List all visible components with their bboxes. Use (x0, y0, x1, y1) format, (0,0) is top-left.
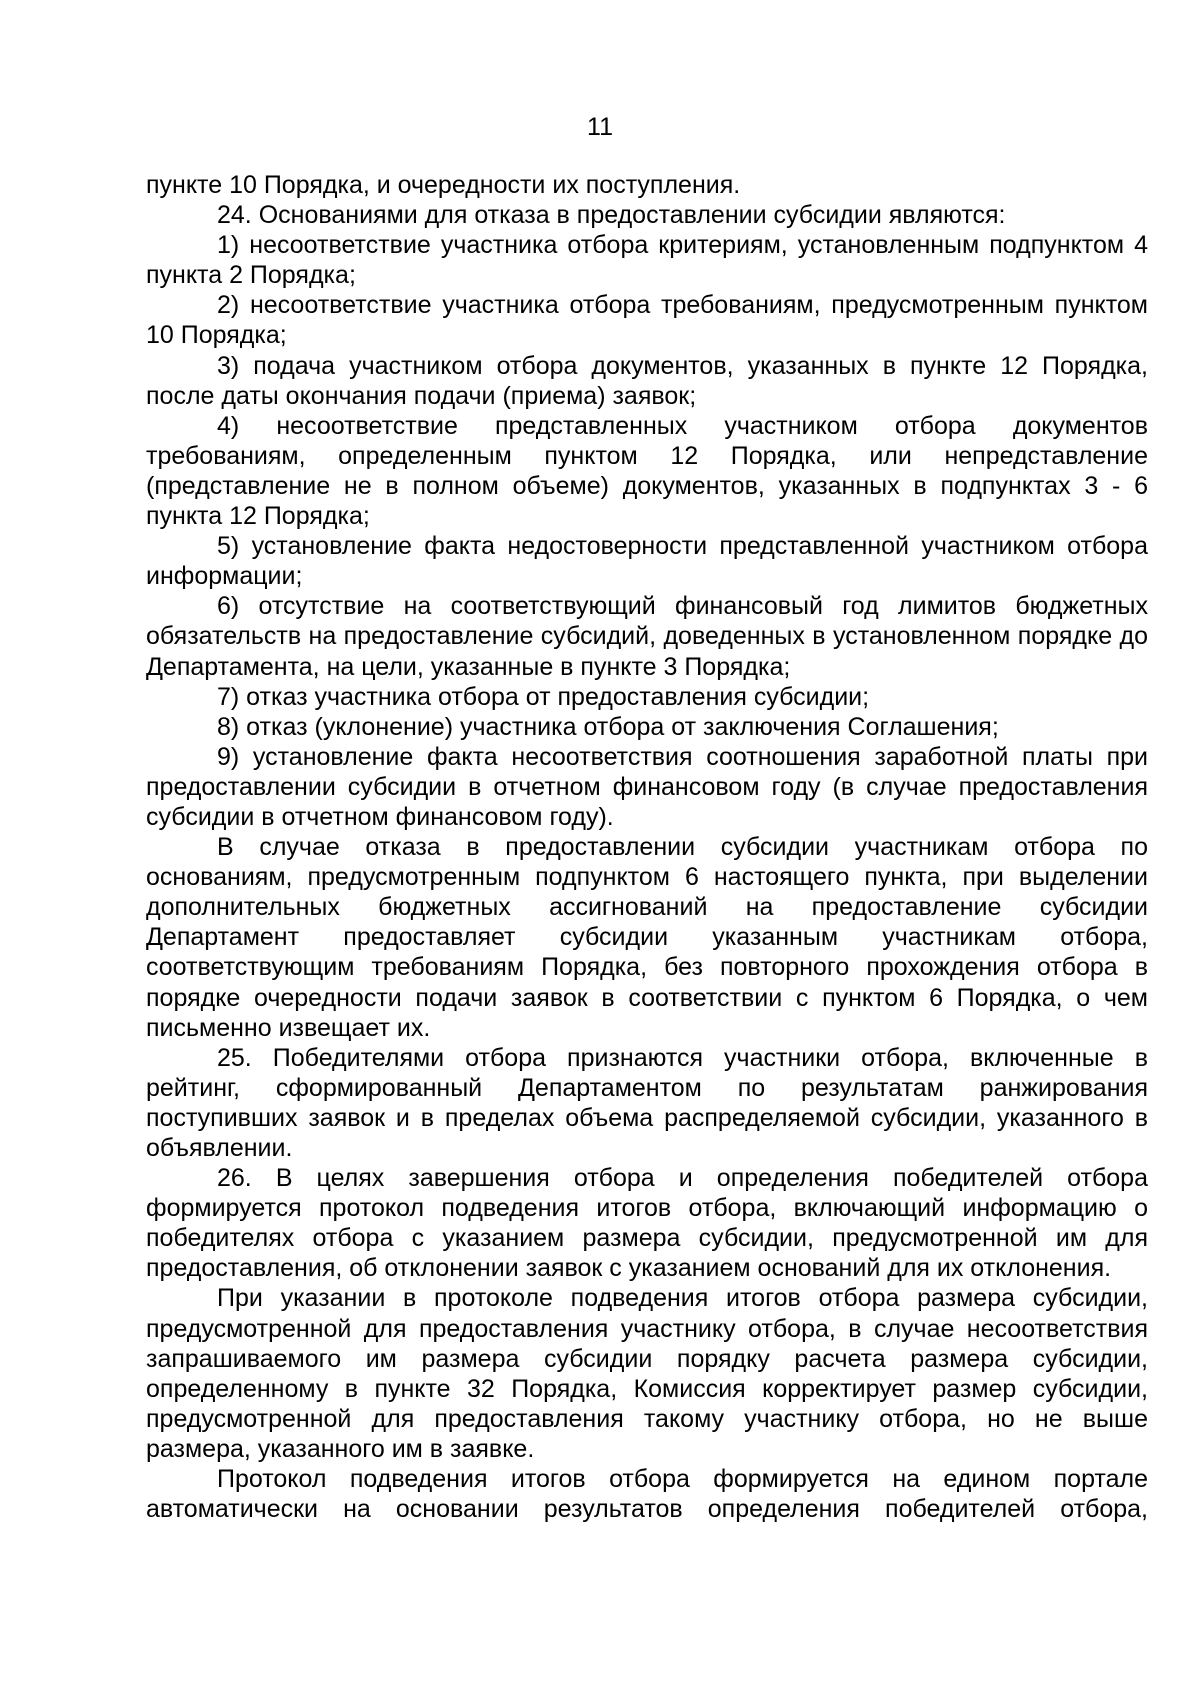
list-item: 4) несоответствие представленных участником отбора документов требованиям, определенным пунктом 12 Порядка, или непредставление (представление не в полном объеме) документов, указанных в подпунктах 3 - 6 пункта 12 Порядка; (146, 411, 1148, 531)
list-item: 2) несоответствие участника отбора требованиям, предусмотренным пунктом 10 Порядка; (146, 291, 1148, 350)
paragraph: пункте 10 Порядка, и очередности их поступления. (146, 171, 741, 199)
page-number: 11 (587, 113, 613, 141)
paragraph: 24. Основаниями для отказа в предоставлении субсидии являются: (217, 201, 1006, 230)
list-item: 8) отказ (уклонение) участника отбора от заключения Соглашения; (217, 712, 999, 741)
paragraph: Протокол подведения итогов отбора формируется на едином портале автоматически на основании результатов определения победителей отбора, (146, 1465, 1148, 1524)
list-item: 9) установление факта несоответствия соотношения заработной платы при предоставлении субсидии в отчетном финансовом году (в случае предоставления субсидии в отчетном финансовом году). (146, 742, 1148, 831)
paragraph: При указании в протоколе подведения итогов отбора размера субсидии, предусмотренной для предоставления участнику отбора, в случае несоответствия запрашиваемого им размера субсидии порядку расчета размера субсидии, определенному в пункте 32 Порядка, Комиссия корректирует размер субсидии, предусмотренной для предоставления такому участнику отбора, но не выше размера, указанного им в заявке. (146, 1284, 1148, 1463)
list-item: 3) подача участником отбора документов, указанных в пункте 12 Порядка, после даты окончания подачи (приема) заявок; (146, 351, 1148, 410)
list-item: 7) отказ участника отбора от предоставления субсидии; (217, 682, 870, 711)
list-item: 5) установление факта недостоверности представленной участником отбора информации; (146, 532, 1148, 591)
list-item: 6) отсутствие на соответствующий финансовый год лимитов бюджетных обязательств на предоставление субсидий, доведенных в установленном порядке до Департамента, на цели, указанные в пункте 3 Порядка; (146, 592, 1148, 681)
paragraph: В случае отказа в предоставлении субсидии участникам отбора по основаниям, предусмотренным подпунктом 6 настоящего пункта, при выделении дополнительных бюджетных ассигнований на предоставление субсидии Департамент предоставляет субсидии указанным участникам отбора, соответствующим требованиям Порядка, без повторного прохождения отбора в порядке очередности подачи заявок в соответствии с пунктом 6 Порядка, о чем письменно извещает их. (146, 833, 1148, 1042)
list-item: 1) несоответствие участника отбора критериям, установленным подпунктом 4 пункта 2 Порядка; (146, 231, 1148, 290)
paragraph: 26. В целях завершения отбора и определения победителей отбора формируется протокол подведения итогов отбора, включающий информацию о победителях отбора с указанием размера субсидии, предусмотренной им для предоставления, об отклонении заявок с указанием оснований для их отклонения. (146, 1164, 1148, 1283)
document-body (146, 170, 1148, 1524)
paragraph: 25. Победителями отбора признаются участники отбора, включенные в рейтинг, сформированный Департаментом по результатам ранжирования поступивших заявок и в пределах объема распределяемой субсидии, указанного в объявлении. (146, 1043, 1148, 1162)
